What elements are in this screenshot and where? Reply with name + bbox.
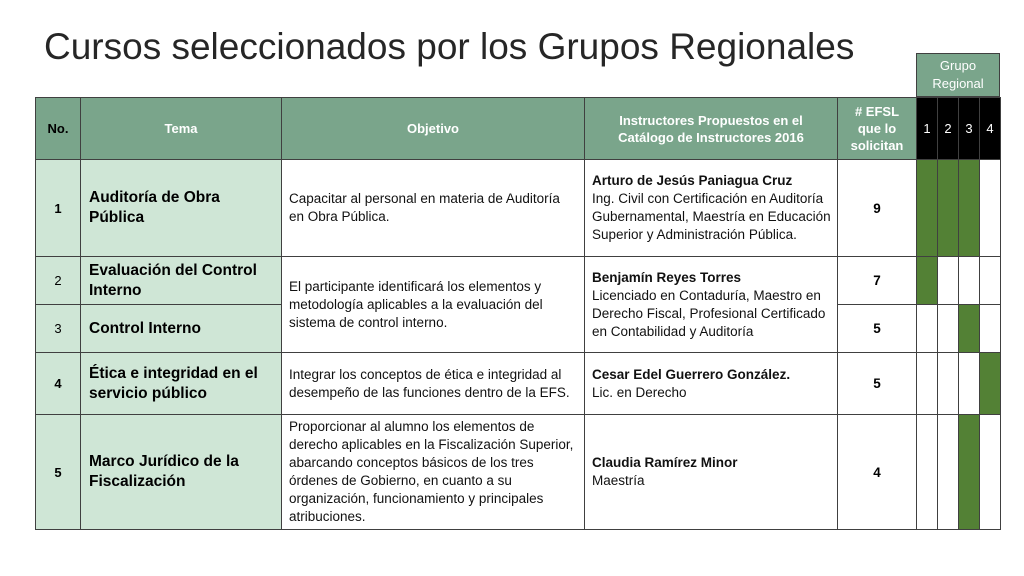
instructor-description: Licenciado en Contaduría, Maestro en Derecho Fiscal, Profesional Certificado en Contabilidad y Auditoría (592, 287, 826, 339)
row-number: 5 (36, 415, 81, 530)
row-tema: Evaluación del Control Interno (81, 257, 282, 305)
group-cell (980, 257, 1001, 305)
col-header-group-1: 1 (917, 98, 938, 160)
row-tema: Marco Jurídico de la Fiscalización (81, 415, 282, 530)
row-objetivo: El participante identificará los elementos y metodología aplicables a la evaluación del sistema de control interno. (282, 257, 585, 353)
row-efsl-count: 7 (838, 257, 917, 305)
group-cell-selected (938, 160, 959, 257)
group-cell (917, 353, 938, 415)
table-row (36, 160, 1001, 257)
table-row (36, 257, 1001, 305)
group-cell (917, 305, 938, 353)
group-cell (980, 160, 1001, 257)
header-row (36, 98, 1001, 160)
group-cell-selected (917, 257, 938, 305)
group-cell-selected (959, 415, 980, 530)
row-instructor (585, 257, 838, 353)
row-tema: Ética e integridad en el servicio público (81, 353, 282, 415)
col-header-group-2: 2 (938, 98, 959, 160)
group-cell-selected (959, 160, 980, 257)
row-objetivo: Integrar los conceptos de ética e integridad al desempeño de las funciones dentro de la EFS. (282, 353, 585, 415)
col-header-tema: Tema (81, 98, 282, 160)
instructor-name: Arturo de Jesús Paniagua Cruz (592, 173, 793, 188)
group-cell (959, 353, 980, 415)
group-cell (917, 415, 938, 530)
col-header-group-4: 4 (980, 98, 1001, 160)
instructor-description: Ing. Civil con Certificación en Auditoría Gubernamental, Maestría en Educación Superior y Administración Pública. (592, 191, 831, 242)
row-efsl-count: 5 (838, 353, 917, 415)
courses-table (35, 97, 1001, 530)
col-header-instructores: Instructores Propuestos en el Catálogo de Instructores 2016 (585, 98, 838, 160)
col-header-group-3: 3 (959, 98, 980, 160)
instructor-description: Maestría (592, 473, 645, 488)
group-cell (938, 257, 959, 305)
row-efsl-count: 4 (838, 415, 917, 530)
col-header-objetivo: Objetivo (282, 98, 585, 160)
group-cell (980, 305, 1001, 353)
group-cell-selected (980, 353, 1001, 415)
row-number: 1 (36, 160, 81, 257)
row-instructor (585, 160, 838, 257)
row-tema: Control Interno (81, 305, 282, 353)
row-number: 3 (36, 305, 81, 353)
group-cell-selected (917, 160, 938, 257)
group-cell-selected (959, 305, 980, 353)
row-efsl-count: 5 (838, 305, 917, 353)
row-number: 4 (36, 353, 81, 415)
row-tema: Auditoría de Obra Pública (81, 160, 282, 257)
instructor-name: Claudia Ramírez Minor (592, 455, 738, 470)
instructor-description: Lic. en Derecho (592, 384, 687, 400)
instructor-name: Benjamín Reyes Torres (592, 269, 742, 285)
row-number: 2 (36, 257, 81, 305)
instructor-name: Cesar Edel Guerrero González. (592, 366, 791, 382)
grupo-regional-header: Grupo Regional (916, 53, 1000, 97)
row-instructor (585, 415, 838, 530)
group-cell (938, 305, 959, 353)
row-objetivo: Capacitar al personal en materia de Auditoría en Obra Pública. (282, 160, 585, 257)
group-cell (938, 415, 959, 530)
row-efsl-count: 9 (838, 160, 917, 257)
group-cell (938, 353, 959, 415)
group-cell (959, 257, 980, 305)
table-row (36, 353, 1001, 415)
col-header-efsl: # EFSL que lo solicitan (838, 98, 917, 160)
group-cell (980, 415, 1001, 530)
page-title: Cursos seleccionados por los Grupos Regionales (44, 26, 855, 67)
row-objetivo: Proporcionar al alumno los elementos de derecho aplicables en la Fiscalización Superior, abarcando conceptos básicos de los tres órdenes de Gobierno, en cuanto a su organización, funcionamiento y principales atribuciones. (282, 415, 585, 530)
table-row (36, 415, 1001, 530)
row-instructor (585, 353, 838, 415)
col-header-no: No. (36, 98, 81, 160)
